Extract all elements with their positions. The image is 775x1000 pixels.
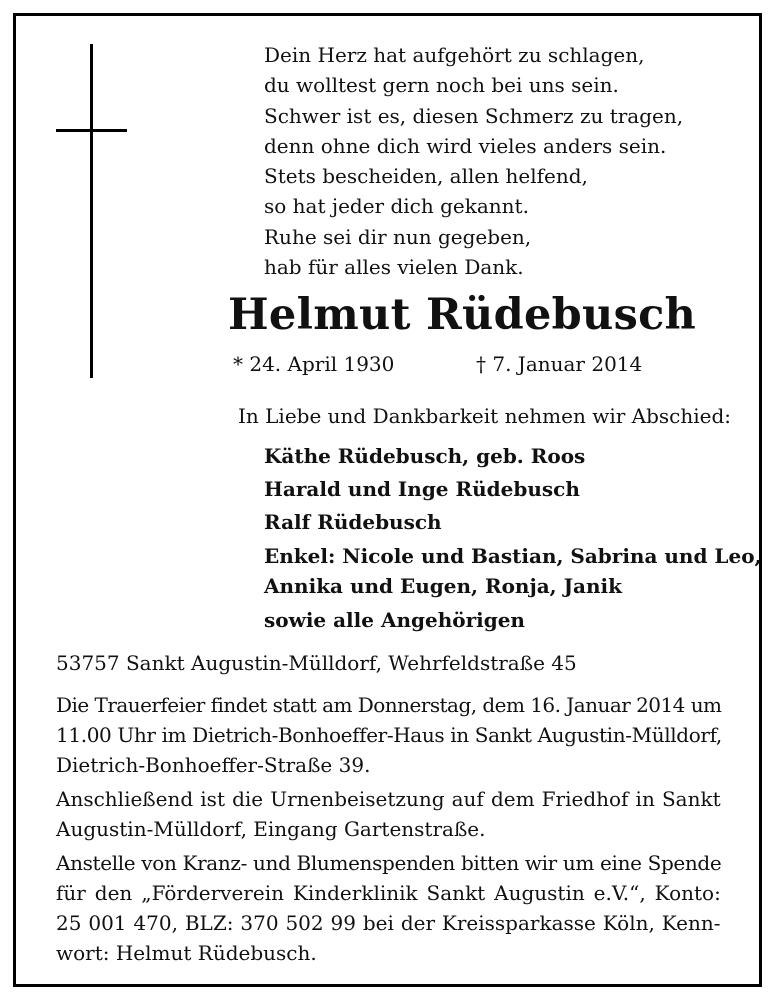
family-list [264,440,762,637]
burial-info [56,784,721,844]
family-member: Annika und Eugen, Ronja, Janik [264,574,623,598]
cross-icon [90,44,93,378]
farewell-intro: In Liebe und Dankbarkeit nehmen wir Abschied: [238,404,731,428]
poem-line: du wolltest gern noch bei uns sein. [264,73,619,98]
poem-line: denn ohne dich wird vieles anders sein. [264,133,667,158]
family-member: Ralf Rüdebusch [264,510,442,534]
family-member: Käthe Rüdebusch, geb. Roos [264,444,586,468]
poem-line: Dein Herz hat aufgehört zu schlagen, [264,43,645,67]
text-line-content: Anstelle von Kranz- und Blumenspenden bitten wir um eine Spende [56,851,722,875]
family-member: Enkel: Nicole und Bastian, Sabrina und Leo, [264,544,762,568]
family-member: Harald und Inge Rüdebusch [264,477,580,501]
text-line: Dietrich-Bonhoeffer-Straße 39. [56,753,371,777]
deceased-name: Helmut Rüdebusch [228,290,697,340]
family-member: sowie alle Angehörigen [264,608,525,632]
text-line: wort: Helmut Rüdebusch. [56,941,317,965]
funeral-info [56,690,721,780]
text-line [56,848,721,878]
text-line-content: 25 001 470, BLZ: 370 502 99 bei der Kreissparkasse Köln, Kenn- [56,911,721,935]
poem-line: Stets bescheiden, allen helfend, [264,164,588,189]
birth-date: * 24. April 1930 [233,352,395,376]
text-line-content: 11.00 Uhr im Dietrich-Bonhoeffer-Haus in Sankt Augustin-Mülldorf, [56,723,722,747]
text-line [56,908,721,938]
poem-line: hab für alles vielen Dank. [264,255,524,280]
text-line [56,720,721,750]
text-line-content: Anschließend ist die Urnenbeisetzung auf dem Friedhof in Sankt [56,787,721,811]
poem [264,40,683,282]
poem-line: so hat jeder dich gekannt. [264,194,529,219]
death-date: † 7. Januar 2014 [476,352,643,376]
text-line [56,784,721,814]
donation-info [56,848,721,968]
poem-line: Ruhe sei dir nun gegeben, [264,224,532,249]
text-line [56,690,721,720]
text-line [56,878,721,908]
poem-line: Schwer ist es, diesen Schmerz zu tragen, [264,103,684,128]
text-line-content: für den „Förderverein Kinderklinik Sankt Augustin e.V.“, Konto: [56,881,721,905]
obituary-notice [13,13,762,987]
address: 53757 Sankt Augustin-Mülldorf, Wehrfeldstraße 45 [56,651,577,675]
text-line: Augustin-Mülldorf, Eingang Gartenstraße. [56,817,486,841]
text-line-content: Die Trauerfeier findet statt am Donnerstag, dem 16. Januar 2014 um [56,693,722,717]
cross-icon-bar [56,129,127,132]
